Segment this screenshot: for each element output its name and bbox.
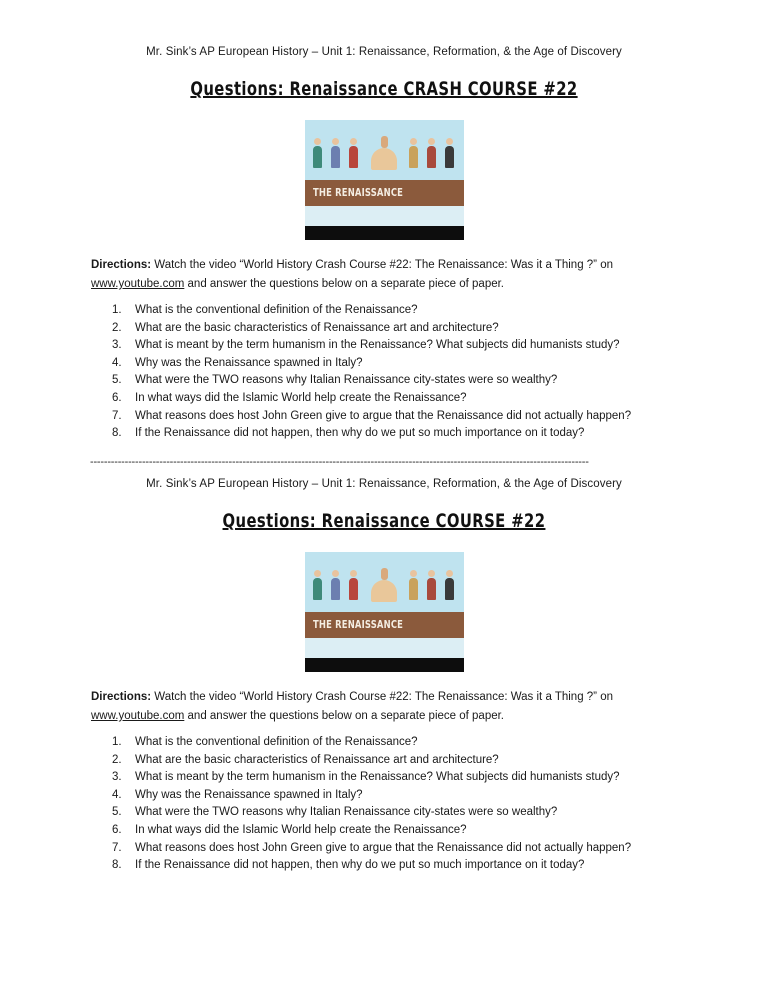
question-number: 1. (112, 736, 122, 748)
question-text: What is meant by the term humanism in the Renaissance? What subjects did humanists study? (135, 771, 620, 784)
question-text: In what ways did the Islamic World help create the Renaissance? (135, 823, 467, 836)
worksheet-header: Mr. Sink’s AP European History – Unit 1: Renaissance, Reformation, & the Age of Discovery (146, 478, 622, 490)
question-number: 6. (112, 391, 122, 404)
question-text: What are the basic characteristics of Renaissance art and architecture? (135, 321, 499, 334)
question-item (91, 355, 711, 373)
question-text: What reasons does host John Green give to argue that the Renaissance did not actually happen? (135, 841, 632, 854)
question-item (91, 840, 711, 858)
thumbnail-sky (305, 552, 464, 614)
question-item (91, 408, 711, 426)
figure-icon (331, 578, 340, 600)
video-thumbnail (305, 552, 464, 672)
question-number: 8. (112, 427, 122, 440)
figure-icon (313, 146, 322, 168)
worksheet-header: Mr. Sink’s AP European History – Unit 1: Renaissance, Reformation, & the Age of Discovery (146, 46, 622, 58)
question-item (91, 390, 711, 408)
directions-tail: and answer the questions below on a separate piece of paper. (187, 710, 505, 722)
thumbnail-banner (305, 180, 464, 206)
youtube-link[interactable]: www.youtube.com (91, 710, 185, 722)
question-text: What is the conventional definition of the Renaissance? (135, 736, 418, 748)
directions-label: Directions: (91, 691, 152, 703)
figure-icon (409, 578, 418, 600)
question-number: 2. (112, 753, 122, 766)
question-item (91, 734, 711, 752)
question-item (91, 822, 711, 840)
thumbnail-banner (305, 612, 464, 638)
question-text: What are the basic characteristics of Renaissance art and architecture? (135, 753, 499, 766)
question-item (91, 302, 711, 320)
question-number: 4. (112, 788, 122, 801)
figure-icon (349, 578, 358, 600)
question-number: 5. (112, 806, 122, 819)
question-item (91, 320, 711, 338)
figure-icon (445, 146, 454, 168)
figure-icon (349, 146, 358, 168)
question-item (91, 425, 711, 443)
question-list (91, 734, 711, 875)
directions-text: Watch the video “World History Crash Course #22: The Renaissance: Was it a Thing ?” on (154, 259, 613, 271)
question-number: 3. (112, 771, 122, 784)
question-item (91, 857, 711, 875)
video-thumbnail (305, 120, 464, 240)
question-number: 6. (112, 823, 122, 836)
question-number: 2. (112, 321, 122, 334)
question-number: 4. (112, 356, 122, 369)
thumbnail-black-bar (305, 226, 464, 240)
thumbnail-black-bar (305, 658, 464, 672)
youtube-link[interactable]: www.youtube.com (91, 278, 185, 290)
question-number: 7. (112, 409, 122, 422)
thumbnail-water (305, 206, 464, 226)
figure-icon (427, 578, 436, 600)
thumbnail-water (305, 638, 464, 658)
question-text: What were the TWO reasons why Italian Renaissance city-states were so wealthy? (135, 374, 558, 387)
question-item (91, 769, 711, 787)
question-text: What reasons does host John Green give to argue that the Renaissance did not actually happen? (135, 409, 632, 422)
question-item (91, 372, 711, 390)
directions-tail: and answer the questions below on a separate piece of paper. (187, 278, 505, 290)
question-text: What is the conventional definition of the Renaissance? (135, 304, 418, 316)
question-text: Why was the Renaissance spawned in Italy? (135, 788, 363, 801)
figure-icon (427, 146, 436, 168)
question-text: In what ways did the Islamic World help create the Renaissance? (135, 391, 467, 404)
venus-shell-icon (371, 580, 397, 602)
question-text: If the Renaissance did not happen, then why do we put so much importance on it today? (135, 427, 585, 440)
question-text: What is meant by the term humanism in the Renaissance? What subjects did humanists study? (135, 339, 620, 352)
figure-icon (445, 578, 454, 600)
question-item (91, 337, 711, 355)
question-item (91, 787, 711, 805)
question-number: 5. (112, 374, 122, 387)
figure-icon (331, 146, 340, 168)
cut-line-divider: ------------------------------------------------------------------------------------------------------------------------------------------------ (90, 456, 589, 468)
question-item (91, 804, 711, 822)
question-number: 8. (112, 859, 122, 872)
question-number: 3. (112, 339, 122, 352)
question-list (91, 302, 711, 443)
thumbnail-title: THE RENAISSANCE (313, 186, 404, 199)
question-number: 1. (112, 304, 122, 316)
directions (91, 688, 691, 726)
thumbnail-sky (305, 120, 464, 182)
worksheet-title: Questions: Renaissance COURSE #22 (222, 510, 546, 532)
question-item (91, 752, 711, 770)
question-number: 7. (112, 841, 122, 854)
figure-icon (409, 146, 418, 168)
directions (91, 256, 691, 294)
question-text: What were the TWO reasons why Italian Renaissance city-states were so wealthy? (135, 806, 558, 819)
question-text: If the Renaissance did not happen, then why do we put so much importance on it today? (135, 859, 585, 872)
venus-shell-icon (371, 148, 397, 170)
question-text: Why was the Renaissance spawned in Italy? (135, 356, 363, 369)
directions-label: Directions: (91, 259, 152, 271)
worksheet-title: Questions: Renaissance CRASH COURSE #22 (190, 78, 578, 100)
directions-text: Watch the video “World History Crash Course #22: The Renaissance: Was it a Thing ?” on (154, 691, 613, 703)
figure-icon (313, 578, 322, 600)
thumbnail-title: THE RENAISSANCE (313, 618, 404, 631)
